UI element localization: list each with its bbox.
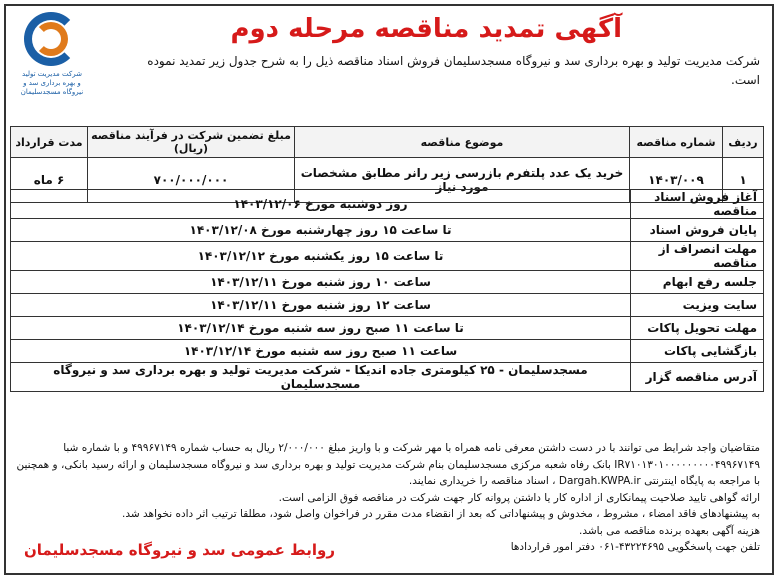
schedule-label: مهلت تحویل پاکات bbox=[631, 317, 764, 340]
body-paragraph: تلفن جهت پاسخگویی ۴۳۲۲۴۶۹۵-۰۶۱ دفتر امور قراردادها bbox=[510, 541, 760, 553]
col-number: شماره مناقصه bbox=[630, 127, 723, 158]
col-duration: مدت قرارداد bbox=[11, 127, 88, 158]
schedule-label: مهلت انصراف از مناقصه bbox=[631, 242, 764, 271]
schedule-row bbox=[11, 190, 764, 219]
schedule-label: آدرس مناقصه گزار bbox=[631, 363, 764, 392]
schedule-row bbox=[11, 242, 764, 271]
schedule-row bbox=[11, 340, 764, 363]
schedule-label: آغاز فروش اسناد مناقصه bbox=[631, 190, 764, 219]
body-paragraph: هزینه آگهی بعهده برنده مناقصه می باشد. bbox=[579, 524, 760, 537]
schedule-label: سایت ویزیت bbox=[631, 294, 764, 317]
schedule-label: جلسه رفع ابهام bbox=[631, 271, 764, 294]
body-paragraph: به پیشنهادهای فاقد امضاء ، مشروط ، مخدوش و پیشنهاداتی که بعد از انقضاء مدت مقرر در فراخوان واصل شود، مطلقا ترتیب اثر داده نخواهد شد. bbox=[122, 508, 760, 520]
cell-duration: ۶ ماه bbox=[11, 158, 88, 203]
schedule-row bbox=[11, 317, 764, 340]
schedule-row bbox=[11, 363, 764, 392]
body-paragraph: ارائه گواهی تایید صلاحیت پیمانکاری از اداره کار یا داشتن پروانه کار جهت شرکت در مناقصه فوق الزامی است. bbox=[278, 491, 760, 504]
schedule-value: مسجدسلیمان - ۲۵ کیلومتری جاده اندیکا - شرکت مدیریت تولید و بهره برداری سد و نیروگاه مسجدسلیمان bbox=[11, 363, 631, 392]
cell-row: ۱ bbox=[723, 158, 764, 203]
logo-caption: شرکت مدیریت تولید و بهره برداری سد و نیروگاه مسجدسلیمان bbox=[20, 70, 84, 96]
schedule-value: ساعت ۱۱ صبح روز سه شنبه مورخ ۱۴۰۳/۱۲/۱۴ bbox=[11, 340, 631, 363]
col-guarantee: مبلغ تضمین شرکت در فرآیند مناقصه (ریال) bbox=[88, 127, 295, 158]
cell-guarantee: ۷۰۰/۰۰۰/۰۰۰ bbox=[88, 158, 295, 203]
schedule-value: تا ساعت ۱۵ روز یکشنبه مورخ ۱۴۰۳/۱۲/۱۲ bbox=[11, 242, 631, 271]
schedule-table bbox=[10, 189, 764, 392]
company-logo bbox=[20, 12, 82, 102]
schedule-row bbox=[11, 294, 764, 317]
schedule-row bbox=[11, 219, 764, 242]
public-relations-footer: روابط عمومی سد و نیروگاه مسجدسلیمان bbox=[24, 541, 335, 559]
body-paragraph: متقاضیان واجد شرایط می توانند با در دست داشتن معرفی نامه همراه با مهر شرکت و با واریز مبلغ ۲/۰۰۰/۰۰۰ ریال به حساب شماره ۴۹۹۶۷۱۴۹ و با شماره شبا IR۷۱۰۱۳۰۱۰۰۰۰۰۰۰۰۰۴۹۹۶۷۱۴۹ بانک رفاه شعبه مرکزی مسجدسلیمان بنام شرکت مدیریت تولید و بهره برداری سد و نیروگاه مسجدسلیمان و ارائه رسید بانکی، و همچنین با مراجعه به پایگاه اینترنتی Dargah.KWPA.ir ، اسناد مناقصه را خریداری نمایند. bbox=[16, 442, 760, 487]
col-subject: موضوع مناقصه bbox=[295, 127, 630, 158]
notice-body bbox=[12, 440, 760, 556]
cell-subject: خرید یک عدد پلتفرم بازرسی زیر رانر مطابق مشخصات مورد نیاز bbox=[295, 158, 630, 203]
schedule-label: پایان فروش اسناد bbox=[631, 219, 764, 242]
intro-text: شرکت مدیریت تولید و بهره برداری سد و نیروگاه مسجدسلیمان فروش اسناد مناقصه ذیل را به شرح جدول زیر تمدید نموده است. bbox=[147, 54, 760, 87]
schedule-value: ساعت ۱۰ روز شنبه مورخ ۱۴۰۳/۱۲/۱۱ bbox=[11, 271, 631, 294]
schedule-value: تا ساعت ۱۵ روز چهارشنبه مورخ ۱۴۰۳/۱۲/۰۸ bbox=[11, 219, 631, 242]
cell-number: ۱۴۰۳/۰۰۹ bbox=[630, 158, 723, 203]
col-row: ردیف bbox=[723, 127, 764, 158]
schedule-value: ساعت ۱۲ روز شنبه مورخ ۱۴۰۳/۱۲/۱۱ bbox=[11, 294, 631, 317]
logo-inner-arc bbox=[34, 22, 68, 56]
schedule-label: بازگشایی پاکات bbox=[631, 340, 764, 363]
tender-notice bbox=[4, 4, 774, 575]
table-header-row bbox=[11, 127, 764, 158]
notice-title: آگهی تمدید مناقصه مرحله دوم bbox=[230, 14, 622, 44]
schedule-row bbox=[11, 271, 764, 294]
schedule-value: تا ساعت ۱۱ صبح روز سه شنبه مورخ ۱۴۰۳/۱۲/۱۴ bbox=[11, 317, 631, 340]
schedule-value: روز دوشنبه مورخ ۱۴۰۳/۱۲/۰۶ bbox=[11, 190, 631, 219]
